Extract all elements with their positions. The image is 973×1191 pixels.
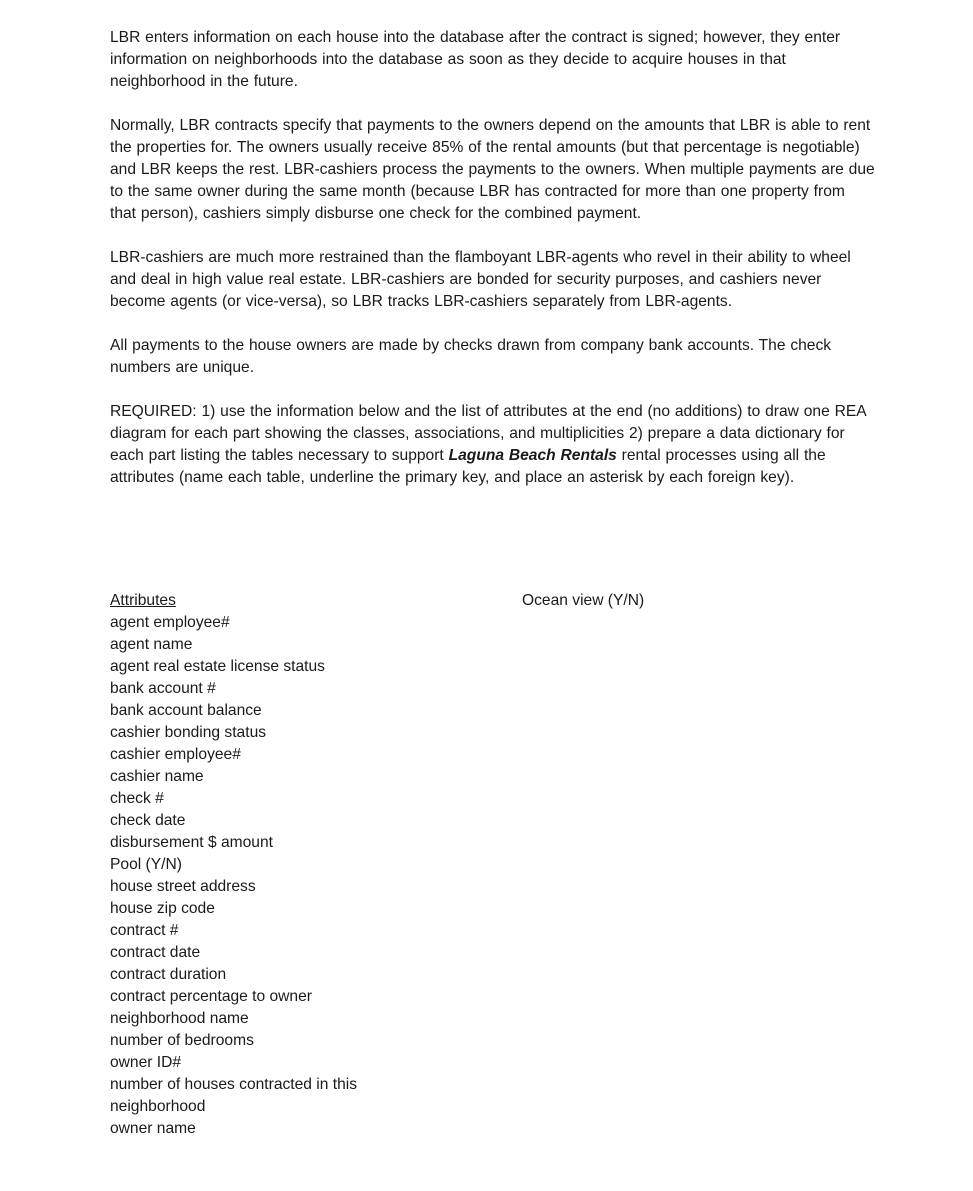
attributes-list [110, 590, 410, 1140]
attribute-item: contract duration [110, 966, 227, 983]
attribute-item: agent real estate license status [110, 658, 325, 675]
attribute-item: cashier bonding status [110, 724, 267, 741]
attribute-item: house zip code [110, 900, 215, 917]
attribute-item: Pool (Y/N) [110, 856, 182, 873]
attribute-item: contract date [110, 944, 201, 961]
attributes-heading: Attributes [110, 592, 176, 609]
attribute-item: bank account # [110, 680, 216, 697]
attribute-item: agent name [110, 636, 193, 653]
company-name: Laguna Beach Rentals [448, 447, 617, 464]
attribute-item: number of bedrooms [110, 1032, 254, 1049]
attribute-item: contract # [110, 922, 179, 939]
attribute-item: owner ID# [110, 1054, 182, 1071]
attribute-items [110, 612, 410, 1140]
required-text-start: REQUIRED: 1) use the information below and the list of attributes at the end (no additions) to draw one REA diagram for each part showing the classes, associations, and multiplicities 2) prepare a data dictionary for each part listing the tables necessary to support [110, 403, 866, 464]
attribute-item: check # [110, 790, 164, 807]
paragraph-cashiers-agents: LBR-cashiers are much more restrained than the flamboyant LBR-agents who revel in their ability to wheel and deal in high value real estate. LBR-cashiers are bonded for security purposes, and cashiers never become agents (or vice-versa), so LBR tracks LBR-cashiers separately from LBR-agents. [110, 249, 851, 310]
attribute-item: check date [110, 812, 186, 829]
attribute-item: house street address [110, 878, 256, 895]
attribute-item: number of houses contracted in this [110, 1076, 358, 1093]
paragraph-bank-accounts: All payments to the house owners are made by checks drawn from company bank accounts. The check numbers are unique. [110, 337, 832, 376]
attribute-item: cashier employee# [110, 746, 241, 763]
attribute-item: owner name [110, 1120, 196, 1137]
attribute-item: neighborhood name [110, 1010, 249, 1027]
attribute-item: disbursement $ amount [110, 834, 273, 851]
attribute-item: cashier name [110, 768, 204, 785]
paragraph-owner-payments: Normally, LBR contracts specify that payments to the owners depend on the amounts that LBR is able to rent the properties for. The owners usually receive 85% of the rental amounts (but that percentage is negotiable) and LBR keeps the rest. LBR-cashiers process the payments to the owners. When multiple payments are due to the same owner during the same month (because LBR has contracted for more than one property from that person), cashiers simply disburse one check for the combined payment. [110, 117, 875, 222]
attribute-item: neighborhood [110, 1098, 206, 1115]
attribute-ocean-view: Ocean view (Y/N) [522, 592, 645, 609]
paragraph-required [110, 401, 875, 489]
attribute-item: contract percentage to owner [110, 988, 312, 1005]
paragraph-neighborhood-info: LBR enters information on each house into the database after the contract is signed; however, they enter information on neighborhoods into the database as soon as they decide to acquire houses in that neighborhood in the future. [110, 29, 841, 90]
document-body [110, 27, 875, 511]
attribute-item: bank account balance [110, 702, 262, 719]
attribute-item: agent employee# [110, 614, 230, 631]
required-text-end: rental processes using all the attributes (name each table, underline the primary key, and place an asterisk by each foreign key). [110, 447, 826, 486]
